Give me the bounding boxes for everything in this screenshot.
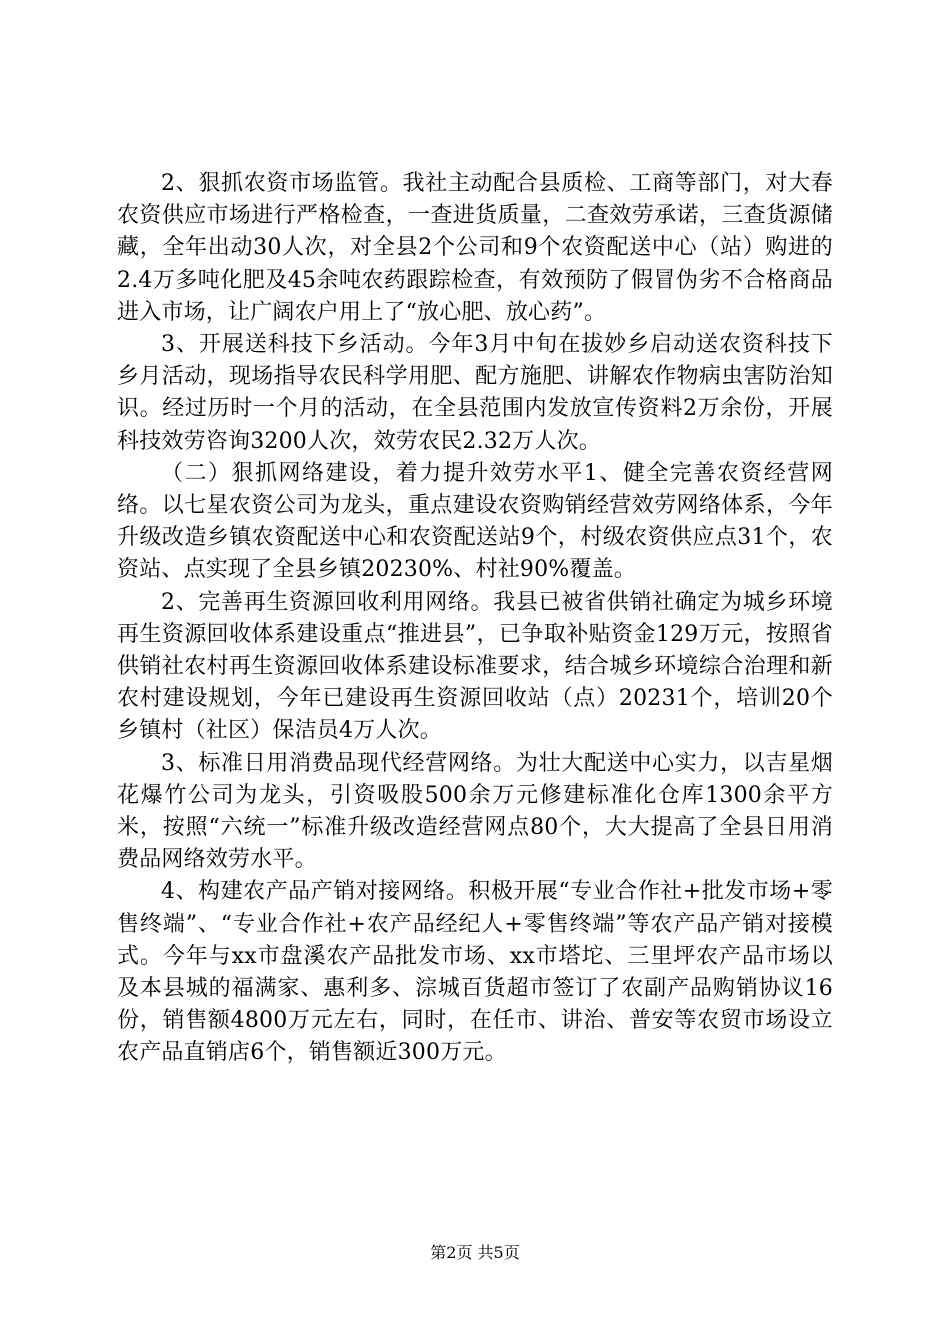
- paragraph-market-supervision: 2、狠抓农资市场监管。我社主动配合县质检、工商等部门，对大春农资供应市场进行严格检查，一查进货质量，二查效劳承诺，三查货源储藏，全年出动30人次，对全县2个公司和9个农资配送中心（站）购进的2.4万多吨化肥及45余吨农药跟踪检查，有效预防了假冒伪劣不合格商品进入市场，让广阔农户用上了“放心肥、放心药”。: [117, 171, 833, 325]
- paragraph-produce-sales-network: 4、构建农产品产销对接网络。积极开展“专业合作社+批发市场+零售终端”、“专业合作社+农产品经纪人+零售终端”等农产品产销对接模式。今年与xx市盘溪农产品批发市场、xx市塔坨、三里坪农产品市场以及本县城的福满家、惠利多、淙城百货超市签订了农副产品购销协议16份，销售额4800万元左右，同时，在任市、讲治、普安等农贸市场设立农产品直销店6个，销售额近300万元。: [117, 879, 833, 1066]
- document-body: [117, 168, 833, 1070]
- paragraph-network-construction: （二）狠抓网络建设，着力提升效劳水平1、健全完善农资经营网络。以七星农资公司为龙头，重点建设农资购销经营效劳网络体系，今年升级改造乡镇农资配送中心和农资配送站9个，村级农资供应点31个，农资站、点实现了全县乡镇20230%、村社90%覆盖。: [117, 460, 833, 583]
- paragraph-consumer-goods-network: 3、标准日用消费品现代经营网络。为壮大配送中心实力，以吉星烟花爆竹公司为龙头，引资吸股500余万元修建标准化仓库1300余平方米，按照“六统一”标准升级改造经营网点80个，大大提高了全县日用消费品网络效劳水平。: [117, 750, 833, 873]
- paragraph-recycling-network: 2、完善再生资源回收利用网络。我县已被省供销社确定为城乡环境再生资源回收体系建设重点“推进县”，已争取补贴资金129万元，按照省供销社农村再生资源回收体系建设标准要求，结合城乡环境综合治理和新农村建设规划，今年已建设再生资源回收站（点）20231个，培训20个乡镇村（社区）保洁员4万人次。: [117, 589, 833, 744]
- paragraph-tech-to-countryside: 3、开展送科技下乡活动。今年3月中旬在拔妙乡启动送农资科技下乡月活动，现场指导农民科学用肥、配方施肥、讲解农作物病虫害防治知识。经过历时一个月的活动，在全县范围内发放宣传资料2万余份，开展科技效劳咨询3200人次，效劳农民2.32万人次。: [117, 332, 833, 454]
- page-number-footer: 第2页 共5页: [430, 1243, 520, 1262]
